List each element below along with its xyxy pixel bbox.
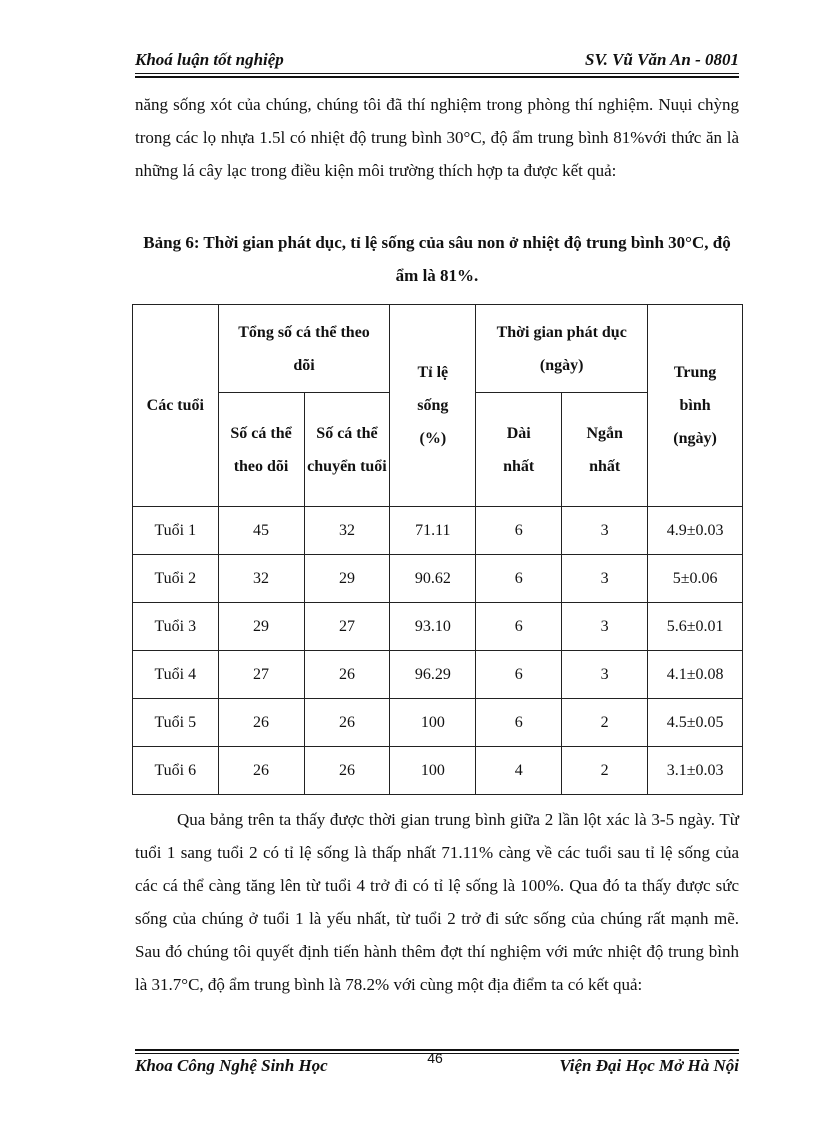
header-tracked-group [218,305,390,393]
cell-shortest: 2 [562,747,648,795]
intro-paragraph: năng sống xót của chúng, chúng tôi đã thí nghiệm trong phòng thí nghiệm. Nuụi chỳng trong các lọ nhựa 1.5l có nhiệt độ trung bình 30°C, độ ẩm trung bình 81%với thức ăn là những lá cây lạc trong điều kiện môi trường thích hợp ta được kết quả: [135,95,739,180]
cell-longest: 6 [476,507,562,555]
cell-survival: 90.62 [390,555,476,603]
cell-average: 4.1±0.08 [648,651,743,699]
table-row [133,651,743,699]
cell-moulted: 26 [304,651,390,699]
header-tracked [218,393,304,507]
cell-stage: Tuổi 5 [133,699,219,747]
cell-survival: 71.11 [390,507,476,555]
table-row [133,603,743,651]
cell-moulted: 26 [304,699,390,747]
cell-longest: 4 [476,747,562,795]
table-caption: Bảng 6: Thời gian phát dục, tỉ lệ sống của sâu non ở nhiệt độ trung bình 30°C, độ ẩm là 81%. [143,233,731,285]
header-student-name: SV. Vũ Văn An - 0801 [584,50,739,69]
table-row [133,747,743,795]
cell-survival: 93.10 [390,603,476,651]
page-header [135,50,739,72]
cell-average: 5±0.06 [648,555,743,603]
cell-stage: Tuổi 2 [133,555,219,603]
page-number: 46 [427,1050,443,1066]
header-shortest-text: Ngắn nhất [586,424,623,475]
header-moulted-text: Số cá thể chuyển tuổi [307,424,387,475]
cell-stage: Tuổi 1 [133,507,219,555]
header-survival [390,305,476,507]
cell-average: 4.9±0.03 [648,507,743,555]
header-rule [135,73,739,74]
cell-tracked: 27 [218,651,304,699]
cell-stage: Tuổi 6 [133,747,219,795]
cell-stage: Tuổi 3 [133,603,219,651]
table-row [133,555,743,603]
header-longest [476,393,562,507]
header-thesis-title: Khoá luận tốt nghiệp [135,50,284,69]
cell-stage: Tuổi 4 [133,651,219,699]
cell-longest: 6 [476,699,562,747]
header-tracked-text: Số cá thể theo dõi [230,424,292,475]
cell-moulted: 29 [304,555,390,603]
cell-survival: 100 [390,699,476,747]
cell-survival: 100 [390,747,476,795]
footer-faculty: Khoa Công Nghệ Sinh Học [135,1056,328,1075]
analysis-paragraph: Qua bảng trên ta thấy được thời gian trung bình giữa 2 lần lột xác là 3-5 ngày. Từ tuổi 1 sang tuổi 2 có tỉ lệ sống là thấp nhất 71.11% càng về các tuổi sau tỉ lệ sống của các cá thể càng tăng lên từ tuổi 4 trở đi có tỉ lệ sống là 100%. Qua đó ta thấy được sức sống của chúng ở tuổi 1 là yếu nhất, từ tuổi 2 trở đi sức sống của chúng rất mạnh mẽ. Sau đó chúng tôi quyết định tiến hành thêm đợt thí nghiệm với mức nhiệt độ trung bình là 31.7°C, độ ẩm trung bình là 78.2% với cùng một địa điểm ta có kết quả: [135,810,739,994]
cell-shortest: 3 [562,555,648,603]
page-footer [135,1050,739,1078]
cell-average: 3.1±0.03 [648,747,743,795]
footer-institute: Viện Đại Học Mở Hà Nội [559,1056,739,1075]
header-rule-thick [135,76,739,78]
cell-shortest: 3 [562,603,648,651]
header-stage: Các tuổi [133,305,219,507]
header-moulted [304,393,390,507]
development-table [132,304,743,795]
cell-average: 4.5±0.05 [648,699,743,747]
table-row [133,507,743,555]
header-dev-time-text: Thời gian phát dục (ngày) [496,323,627,374]
header-tracked-group-text: Tổng số cá thể theo dõi [238,323,370,374]
header-average-text: Trung bình (ngày) [673,364,717,447]
cell-shortest: 3 [562,507,648,555]
cell-moulted: 32 [304,507,390,555]
cell-average: 5.6±0.01 [648,603,743,651]
cell-moulted: 27 [304,603,390,651]
cell-moulted: 26 [304,747,390,795]
header-dev-time [476,305,648,393]
cell-tracked: 26 [218,699,304,747]
cell-tracked: 32 [218,555,304,603]
cell-longest: 6 [476,555,562,603]
cell-tracked: 26 [218,747,304,795]
cell-tracked: 29 [218,603,304,651]
cell-survival: 96.29 [390,651,476,699]
header-longest-text: Dài nhất [503,424,535,475]
table-row [133,699,743,747]
cell-longest: 6 [476,603,562,651]
header-survival-text: Tỉ lệ sống (%) [417,364,449,447]
header-shortest [562,393,648,507]
cell-tracked: 45 [218,507,304,555]
cell-shortest: 3 [562,651,648,699]
cell-shortest: 2 [562,699,648,747]
header-average [648,305,743,507]
cell-longest: 6 [476,651,562,699]
